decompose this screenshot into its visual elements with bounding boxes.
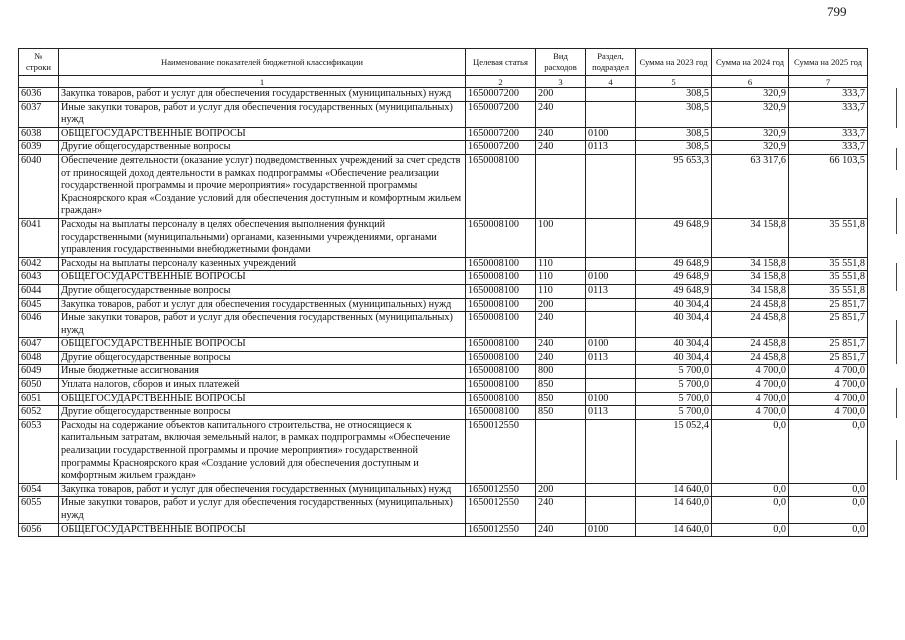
section-cell bbox=[586, 88, 636, 102]
section-cell bbox=[586, 365, 636, 379]
table-row bbox=[19, 497, 868, 523]
row-number-cell: 6055 bbox=[19, 497, 59, 523]
row-number-cell: 6041 bbox=[19, 218, 59, 257]
section-cell: 0113 bbox=[586, 406, 636, 420]
column-number: 5 bbox=[636, 76, 712, 88]
header-name: Наименование показателей бюджетной классификации bbox=[59, 49, 466, 76]
sum-2024-cell: 4 700,0 bbox=[712, 406, 789, 420]
row-number-cell: 6038 bbox=[19, 127, 59, 141]
target-article-cell: 1650012550 bbox=[466, 497, 536, 523]
name-cell: Иные закупки товаров, работ и услуг для обеспечения государственных (муниципальных) нужд bbox=[59, 101, 466, 127]
sum-2025-cell: 4 700,0 bbox=[789, 406, 868, 420]
expense-type-cell: 850 bbox=[536, 379, 586, 393]
target-article-cell: 1650012550 bbox=[466, 419, 536, 483]
sum-2024-cell: 320,9 bbox=[712, 127, 789, 141]
expense-type-cell: 110 bbox=[536, 284, 586, 298]
target-article-cell: 1650008100 bbox=[466, 154, 536, 218]
sum-2024-cell: 320,9 bbox=[712, 141, 789, 155]
section-cell bbox=[586, 312, 636, 338]
sum-2025-cell: 25 851,7 bbox=[789, 338, 868, 352]
section-cell: 0113 bbox=[586, 284, 636, 298]
sum-2024-cell: 24 458,8 bbox=[712, 338, 789, 352]
target-article-cell: 1650008100 bbox=[466, 257, 536, 271]
target-article-cell: 1650007200 bbox=[466, 127, 536, 141]
table-row bbox=[19, 419, 868, 483]
target-article-cell: 1650007200 bbox=[466, 101, 536, 127]
table-row bbox=[19, 257, 868, 271]
sum-2023-cell: 14 640,0 bbox=[636, 483, 712, 497]
section-cell: 0100 bbox=[586, 271, 636, 285]
name-cell: Расходы на выплаты персоналу казенных учреждений bbox=[59, 257, 466, 271]
sum-2023-cell: 15 052,4 bbox=[636, 419, 712, 483]
table-row bbox=[19, 406, 868, 420]
expense-type-cell: 240 bbox=[536, 338, 586, 352]
target-article-cell: 1650012550 bbox=[466, 483, 536, 497]
sum-2023-cell: 308,5 bbox=[636, 141, 712, 155]
row-number-cell: 6046 bbox=[19, 312, 59, 338]
target-article-cell: 1650008100 bbox=[466, 312, 536, 338]
section-cell bbox=[586, 298, 636, 312]
table-row bbox=[19, 351, 868, 365]
table-row bbox=[19, 284, 868, 298]
name-cell: Закупка товаров, работ и услуг для обеспечения государственных (муниципальных) нужд bbox=[59, 88, 466, 102]
sum-2025-cell: 333,7 bbox=[789, 127, 868, 141]
table-row bbox=[19, 154, 868, 218]
name-cell: Другие общегосударственные вопросы bbox=[59, 406, 466, 420]
table-row bbox=[19, 312, 868, 338]
section-cell: 0100 bbox=[586, 338, 636, 352]
sum-2025-cell: 0,0 bbox=[789, 497, 868, 523]
sum-2025-cell: 4 700,0 bbox=[789, 379, 868, 393]
page-number: 799 bbox=[827, 4, 847, 19]
section-cell bbox=[586, 379, 636, 393]
table-row bbox=[19, 218, 868, 257]
name-cell: ОБЩЕГОСУДАРСТВЕННЫЕ ВОПРОСЫ bbox=[59, 392, 466, 406]
sum-2025-cell: 35 551,8 bbox=[789, 257, 868, 271]
sum-2025-cell: 333,7 bbox=[789, 141, 868, 155]
table-row bbox=[19, 101, 868, 127]
row-number-cell: 6048 bbox=[19, 351, 59, 365]
header-sum-2023: Сумма на 2023 год bbox=[636, 49, 712, 76]
section-cell: 0100 bbox=[586, 523, 636, 537]
name-cell: ОБЩЕГОСУДАРСТВЕННЫЕ ВОПРОСЫ bbox=[59, 271, 466, 285]
sum-2023-cell: 40 304,4 bbox=[636, 298, 712, 312]
table-row bbox=[19, 298, 868, 312]
sum-2025-cell: 35 551,8 bbox=[789, 218, 868, 257]
expense-type-cell: 200 bbox=[536, 298, 586, 312]
sum-2025-cell: 35 551,8 bbox=[789, 284, 868, 298]
name-cell: Иные бюджетные ассигнования bbox=[59, 365, 466, 379]
target-article-cell: 1650007200 bbox=[466, 141, 536, 155]
table-row bbox=[19, 523, 868, 537]
sum-2023-cell: 49 648,9 bbox=[636, 284, 712, 298]
sum-2023-cell: 5 700,0 bbox=[636, 379, 712, 393]
sum-2025-cell: 333,7 bbox=[789, 101, 868, 127]
row-number-cell: 6051 bbox=[19, 392, 59, 406]
sum-2025-cell: 4 700,0 bbox=[789, 365, 868, 379]
sum-2025-cell: 25 851,7 bbox=[789, 351, 868, 365]
section-cell bbox=[586, 257, 636, 271]
sum-2023-cell: 14 640,0 bbox=[636, 523, 712, 537]
column-number: 7 bbox=[789, 76, 868, 88]
column-number: 4 bbox=[586, 76, 636, 88]
row-number-cell: 6039 bbox=[19, 141, 59, 155]
sum-2024-cell: 34 158,8 bbox=[712, 271, 789, 285]
sum-2024-cell: 4 700,0 bbox=[712, 392, 789, 406]
table-row bbox=[19, 127, 868, 141]
name-cell: Уплата налогов, сборов и иных платежей bbox=[59, 379, 466, 393]
row-number-cell: 6053 bbox=[19, 419, 59, 483]
name-cell: Другие общегосударственные вопросы bbox=[59, 141, 466, 155]
name-cell: ОБЩЕГОСУДАРСТВЕННЫЕ ВОПРОСЫ bbox=[59, 523, 466, 537]
row-number-cell: 6054 bbox=[19, 483, 59, 497]
row-number-cell: 6036 bbox=[19, 88, 59, 102]
sum-2024-cell: 0,0 bbox=[712, 497, 789, 523]
target-article-cell: 1650008100 bbox=[466, 338, 536, 352]
name-cell: Расходы на содержание объектов капитального строительства, не относящиеся к капитальным затратам, включая земельный налог, в рамках подпрограммы «Обеспечение реализации государственной программы и прочие мероприятия» государственной программы Красноярского края «Создание условий для обеспечения доступным и комфортным жильем граждан» bbox=[59, 419, 466, 483]
budget-table bbox=[18, 48, 868, 537]
header-row-number: № строки bbox=[19, 49, 59, 76]
header-expense-type: Вид расходов bbox=[536, 49, 586, 76]
target-article-cell: 1650008100 bbox=[466, 351, 536, 365]
section-cell bbox=[586, 497, 636, 523]
sum-2024-cell: 0,0 bbox=[712, 483, 789, 497]
column-number: 1 bbox=[59, 76, 466, 88]
row-number-cell: 6040 bbox=[19, 154, 59, 218]
row-number-cell: 6047 bbox=[19, 338, 59, 352]
column-number: 6 bbox=[712, 76, 789, 88]
table-row bbox=[19, 483, 868, 497]
row-number-cell: 6037 bbox=[19, 101, 59, 127]
expense-type-cell: 110 bbox=[536, 271, 586, 285]
table-row bbox=[19, 271, 868, 285]
expense-type-cell: 240 bbox=[536, 312, 586, 338]
name-cell: Обеспечение деятельности (оказание услуг) подведомственных учреждений за счет средств от приносящей доход деятельности в рамках подпрограммы «Обеспечение реализации государственной программы и прочие мероприятия» государственной программы Красноярского края «Создание условий для обеспечения доступным и комфортным жильем граждан» bbox=[59, 154, 466, 218]
table-row bbox=[19, 141, 868, 155]
sum-2025-cell: 4 700,0 bbox=[789, 392, 868, 406]
sum-2023-cell: 40 304,4 bbox=[636, 312, 712, 338]
row-number-cell: 6045 bbox=[19, 298, 59, 312]
name-cell: Другие общегосударственные вопросы bbox=[59, 284, 466, 298]
sum-2025-cell: 66 103,5 bbox=[789, 154, 868, 218]
name-cell: Закупка товаров, работ и услуг для обеспечения государственных (муниципальных) нужд bbox=[59, 483, 466, 497]
expense-type-cell: 200 bbox=[536, 483, 586, 497]
name-cell: Расходы на выплаты персоналу в целях обеспечения выполнения функций государственными (муниципальными) органами, казенными учреждениями, органами управления государственными внебюджетными фондами bbox=[59, 218, 466, 257]
row-number-cell: 6049 bbox=[19, 365, 59, 379]
target-article-cell: 1650008100 bbox=[466, 218, 536, 257]
sum-2024-cell: 24 458,8 bbox=[712, 312, 789, 338]
sum-2025-cell: 333,7 bbox=[789, 88, 868, 102]
name-cell: ОБЩЕГОСУДАРСТВЕННЫЕ ВОПРОСЫ bbox=[59, 127, 466, 141]
table-row bbox=[19, 392, 868, 406]
header-target-article: Целевая статья bbox=[466, 49, 536, 76]
sum-2024-cell: 24 458,8 bbox=[712, 351, 789, 365]
name-cell: Закупка товаров, работ и услуг для обеспечения государственных (муниципальных) нужд bbox=[59, 298, 466, 312]
header-sum-2025: Сумма на 2025 год bbox=[789, 49, 868, 76]
row-number-cell: 6043 bbox=[19, 271, 59, 285]
expense-type-cell: 240 bbox=[536, 141, 586, 155]
section-cell bbox=[586, 483, 636, 497]
table-row bbox=[19, 88, 868, 102]
expense-type-cell: 240 bbox=[536, 523, 586, 537]
expense-type-cell: 800 bbox=[536, 365, 586, 379]
column-number-row bbox=[19, 76, 868, 88]
name-cell: ОБЩЕГОСУДАРСТВЕННЫЕ ВОПРОСЫ bbox=[59, 338, 466, 352]
header-section: Раздел, подраздел bbox=[586, 49, 636, 76]
target-article-cell: 1650012550 bbox=[466, 523, 536, 537]
row-number-cell: 6052 bbox=[19, 406, 59, 420]
expense-type-cell: 240 bbox=[536, 127, 586, 141]
sum-2025-cell: 25 851,7 bbox=[789, 298, 868, 312]
sum-2025-cell: 0,0 bbox=[789, 523, 868, 537]
sum-2023-cell: 49 648,9 bbox=[636, 257, 712, 271]
sum-2024-cell: 24 458,8 bbox=[712, 298, 789, 312]
sum-2024-cell: 34 158,8 bbox=[712, 218, 789, 257]
column-number: 2 bbox=[466, 76, 536, 88]
section-cell: 0113 bbox=[586, 351, 636, 365]
table-row bbox=[19, 365, 868, 379]
section-cell bbox=[586, 154, 636, 218]
column-number-blank bbox=[19, 76, 59, 88]
section-cell bbox=[586, 419, 636, 483]
sum-2024-cell: 320,9 bbox=[712, 101, 789, 127]
sum-2023-cell: 14 640,0 bbox=[636, 497, 712, 523]
row-number-cell: 6042 bbox=[19, 257, 59, 271]
header-row bbox=[19, 49, 868, 76]
sum-2023-cell: 5 700,0 bbox=[636, 406, 712, 420]
expense-type-cell: 200 bbox=[536, 88, 586, 102]
expense-type-cell: 240 bbox=[536, 101, 586, 127]
target-article-cell: 1650008100 bbox=[466, 298, 536, 312]
section-cell bbox=[586, 101, 636, 127]
target-article-cell: 1650008100 bbox=[466, 379, 536, 393]
section-cell: 0113 bbox=[586, 141, 636, 155]
sum-2025-cell: 35 551,8 bbox=[789, 271, 868, 285]
table-row bbox=[19, 379, 868, 393]
column-number: 3 bbox=[536, 76, 586, 88]
margin-marks bbox=[893, 88, 901, 508]
target-article-cell: 1650007200 bbox=[466, 88, 536, 102]
sum-2024-cell: 63 317,6 bbox=[712, 154, 789, 218]
sum-2023-cell: 308,5 bbox=[636, 88, 712, 102]
sum-2023-cell: 40 304,4 bbox=[636, 338, 712, 352]
row-number-cell: 6044 bbox=[19, 284, 59, 298]
expense-type-cell: 240 bbox=[536, 351, 586, 365]
section-cell: 0100 bbox=[586, 127, 636, 141]
sum-2024-cell: 34 158,8 bbox=[712, 284, 789, 298]
expense-type-cell bbox=[536, 419, 586, 483]
sum-2023-cell: 40 304,4 bbox=[636, 351, 712, 365]
sum-2023-cell: 308,5 bbox=[636, 101, 712, 127]
name-cell: Другие общегосударственные вопросы bbox=[59, 351, 466, 365]
section-cell: 0100 bbox=[586, 392, 636, 406]
table-row bbox=[19, 338, 868, 352]
expense-type-cell: 100 bbox=[536, 218, 586, 257]
sum-2024-cell: 0,0 bbox=[712, 523, 789, 537]
section-cell bbox=[586, 218, 636, 257]
target-article-cell: 1650008100 bbox=[466, 392, 536, 406]
sum-2023-cell: 95 653,3 bbox=[636, 154, 712, 218]
sum-2023-cell: 49 648,9 bbox=[636, 271, 712, 285]
sum-2023-cell: 5 700,0 bbox=[636, 392, 712, 406]
sum-2024-cell: 34 158,8 bbox=[712, 257, 789, 271]
expense-type-cell: 850 bbox=[536, 392, 586, 406]
sum-2023-cell: 49 648,9 bbox=[636, 218, 712, 257]
header-sum-2024: Сумма на 2024 год bbox=[712, 49, 789, 76]
sum-2025-cell: 0,0 bbox=[789, 419, 868, 483]
row-number-cell: 6056 bbox=[19, 523, 59, 537]
expense-type-cell: 850 bbox=[536, 406, 586, 420]
expense-type-cell: 240 bbox=[536, 497, 586, 523]
sum-2023-cell: 5 700,0 bbox=[636, 365, 712, 379]
sum-2024-cell: 0,0 bbox=[712, 419, 789, 483]
name-cell: Иные закупки товаров, работ и услуг для обеспечения государственных (муниципальных) нужд bbox=[59, 497, 466, 523]
sum-2024-cell: 4 700,0 bbox=[712, 365, 789, 379]
target-article-cell: 1650008100 bbox=[466, 406, 536, 420]
expense-type-cell: 110 bbox=[536, 257, 586, 271]
sum-2025-cell: 0,0 bbox=[789, 483, 868, 497]
table-body bbox=[19, 88, 868, 537]
expense-type-cell bbox=[536, 154, 586, 218]
sum-2023-cell: 308,5 bbox=[636, 127, 712, 141]
sum-2024-cell: 320,9 bbox=[712, 88, 789, 102]
target-article-cell: 1650008100 bbox=[466, 284, 536, 298]
row-number-cell: 6050 bbox=[19, 379, 59, 393]
sum-2024-cell: 4 700,0 bbox=[712, 379, 789, 393]
name-cell: Иные закупки товаров, работ и услуг для обеспечения государственных (муниципальных) нужд bbox=[59, 312, 466, 338]
sum-2025-cell: 25 851,7 bbox=[789, 312, 868, 338]
target-article-cell: 1650008100 bbox=[466, 271, 536, 285]
target-article-cell: 1650008100 bbox=[466, 365, 536, 379]
